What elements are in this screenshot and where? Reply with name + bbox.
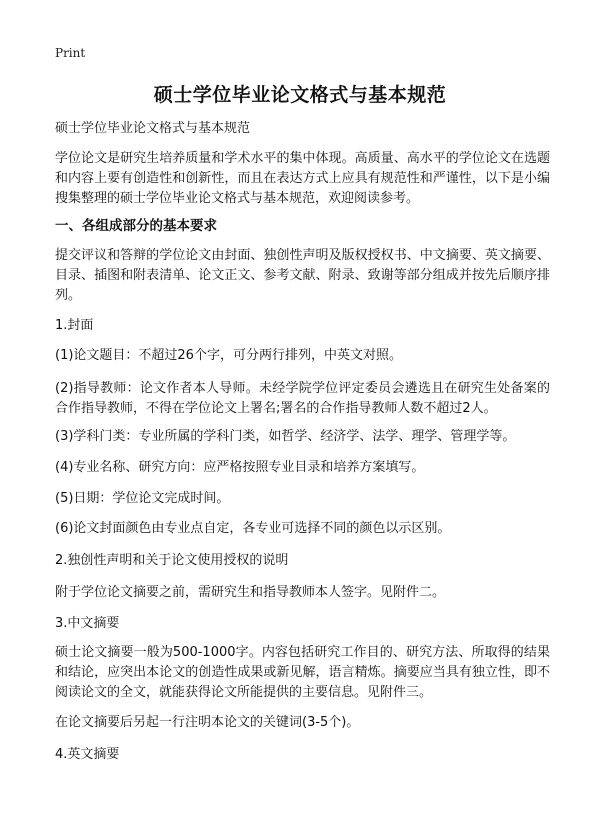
cn-abstract-heading: 3.中文摘要 bbox=[55, 616, 120, 631]
cover-item-3: (3)学科门类：专业所属的学科门类，如哲学、经济学、法学、理学、管理学等。 bbox=[55, 429, 516, 444]
en-abstract-heading: 4.英文摘要 bbox=[55, 747, 120, 762]
cn-abstract-paragraph: 硕士论文摘要一般为500-1000字。内容包括研究工作目的、研究方法、所取得的结果和结论，应突出本论文的创造性成果或新见解，语言精炼。摘要应当具有独立性，即不阅读论文的全文，就能获得论文所能提供的主要信息。见附件三。 bbox=[55, 645, 550, 700]
print-link[interactable]: Print bbox=[55, 46, 86, 60]
cover-item-4: (4)专业名称、研究方向：应严格按照专业目录和培养方案填写。 bbox=[55, 460, 425, 475]
intro-paragraph: 学位论文是研究生培养质量和学术水平的集中体现。高质量、高水平的学位论文在选题和内容上要有创造性和创新性，而且在表达方式上应具有规范性和严谨性，以下是小编搜集整理的硕士学位毕业论文格式与基本规范，欢迎阅读参考。 bbox=[55, 151, 550, 206]
cover-heading: 1.封面 bbox=[55, 318, 94, 333]
cover-item-6: (6)论文封面颜色由专业点自定，各专业可选择不同的颜色以示区别。 bbox=[55, 521, 451, 536]
section1-heading: 一、各组成部分的基本要求 bbox=[55, 218, 217, 234]
cover-item-5: (5)日期：学位论文完成时间。 bbox=[55, 491, 230, 506]
cover-item-2: (2)指导教师：论文作者本人导师。未经学院学位评定委员会遴选且在研究生处备案的合作指导教师，不得在学位论文上署名;署名的合作指导教师人数不超过2人。 bbox=[55, 381, 550, 416]
section1-paragraph: 提交评议和答辩的学位论文由封面、独创性声明及版权授权书、中文摘要、英文摘要、目录、插图和附表清单、论文正文、参考文献、附录、致谢等部分组成并按先后顺序排列。 bbox=[55, 248, 550, 303]
declaration-heading: 2.独创性声明和关于论文使用授权的说明 bbox=[55, 553, 289, 568]
page-title: 硕士学位毕业论文格式与基本规范 bbox=[153, 84, 447, 106]
declaration-paragraph: 附于学位论文摘要之前，需研究生和指导教师本人签字。见附件二。 bbox=[55, 585, 446, 600]
cover-item-1: (1)论文题目：不超过26个字，可分两行排列，中英文对照。 bbox=[55, 348, 402, 363]
keywords-note: 在论文摘要后另起一行注明本论文的关键词(3-5个)。 bbox=[55, 715, 360, 730]
subtitle: 硕士学位毕业论文格式与基本规范 bbox=[55, 121, 251, 136]
